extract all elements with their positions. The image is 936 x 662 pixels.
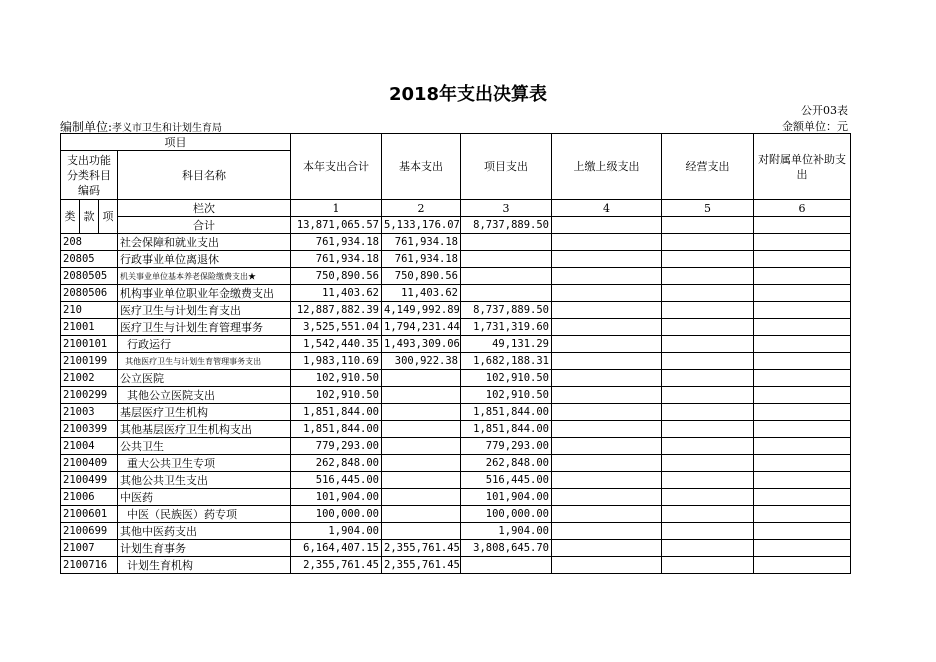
row-subsidy [754, 506, 851, 523]
row-total: 100,000.00 [291, 506, 382, 523]
row-upper [552, 251, 662, 268]
table-row [61, 438, 851, 455]
row-upper [552, 455, 662, 472]
sum-subsidy [754, 217, 851, 234]
row-total: 1,851,844.00 [291, 421, 382, 438]
header-project-exp: 项目支出 [461, 134, 552, 200]
row-upper [552, 489, 662, 506]
row-upper [552, 387, 662, 404]
row-total: 262,848.00 [291, 455, 382, 472]
row-subsidy [754, 540, 851, 557]
row-business [662, 523, 754, 540]
row-name: 中医（民族医）药专项 [118, 506, 291, 523]
row-project [461, 268, 552, 285]
row-code: 210 [61, 302, 118, 319]
table-row [61, 489, 851, 506]
row-upper [552, 540, 662, 557]
row-code: 2100716 [61, 557, 118, 574]
row-total: 761,934.18 [291, 251, 382, 268]
row-project [461, 234, 552, 251]
row-subsidy [754, 319, 851, 336]
table-row [61, 319, 851, 336]
sum-upper [552, 217, 662, 234]
row-total: 516,445.00 [291, 472, 382, 489]
table-row [61, 455, 851, 472]
table-row [61, 336, 851, 353]
row-subsidy [754, 421, 851, 438]
header-row-4 [61, 200, 851, 217]
row-code: 21003 [61, 404, 118, 421]
row-subsidy [754, 455, 851, 472]
row-name: 其他医疗卫生与计划生育管理事务支出 [118, 353, 291, 370]
row-project: 8,737,889.50 [461, 302, 552, 319]
row-business [662, 404, 754, 421]
row-upper [552, 404, 662, 421]
row-code: 2100101 [61, 336, 118, 353]
row-business [662, 472, 754, 489]
row-subsidy [754, 523, 851, 540]
row-code: 2100601 [61, 506, 118, 523]
row-business [662, 557, 754, 574]
table-row [61, 421, 851, 438]
row-subsidy [754, 234, 851, 251]
row-subsidy [754, 302, 851, 319]
table-row [61, 234, 851, 251]
header-kuan: 款 [80, 200, 99, 234]
row-basic [382, 455, 461, 472]
row-name: 医疗卫生与计划生育管理事务 [118, 319, 291, 336]
row-code: 2100699 [61, 523, 118, 540]
row-total: 1,983,110.69 [291, 353, 382, 370]
row-upper [552, 302, 662, 319]
table-row [61, 404, 851, 421]
row-upper [552, 319, 662, 336]
row-project [461, 251, 552, 268]
amount-unit: 金额单位：元 [782, 120, 848, 133]
row-basic [382, 387, 461, 404]
row-code: 2100199 [61, 353, 118, 370]
row-name: 中医药 [118, 489, 291, 506]
row-subsidy [754, 285, 851, 302]
table-row [61, 251, 851, 268]
row-total: 3,525,551.04 [291, 319, 382, 336]
page-title: 2018年支出决算表 [388, 84, 548, 105]
row-basic [382, 489, 461, 506]
row-code: 21004 [61, 438, 118, 455]
row-basic [382, 472, 461, 489]
sum-row [61, 217, 851, 234]
row-total: 102,910.50 [291, 387, 382, 404]
row-name: 其他基层医疗卫生机构支出 [118, 421, 291, 438]
row-subsidy [754, 370, 851, 387]
row-name: 公共卫生 [118, 438, 291, 455]
header-business: 经营支出 [662, 134, 754, 200]
row-upper [552, 472, 662, 489]
row-upper [552, 438, 662, 455]
row-total: 101,904.00 [291, 489, 382, 506]
row-project: 779,293.00 [461, 438, 552, 455]
sum-total: 13,871,065.57 [291, 217, 382, 234]
compiling-unit-org: 孝义市卫生和计划生育局 [112, 123, 223, 134]
table-row [61, 302, 851, 319]
col-no-5: 5 [662, 200, 754, 217]
row-total: 2,355,761.45 [291, 557, 382, 574]
row-project [461, 285, 552, 302]
sum-label: 合计 [118, 217, 291, 234]
row-code: 20805 [61, 251, 118, 268]
row-basic: 2,355,761.45 [382, 557, 461, 574]
row-code: 2100409 [61, 455, 118, 472]
row-code: 21001 [61, 319, 118, 336]
row-business [662, 319, 754, 336]
row-business [662, 302, 754, 319]
row-subsidy [754, 268, 851, 285]
header-func-code: 支出功能分类科目编码 [61, 151, 118, 200]
row-name: 其他公共卫生支出 [118, 472, 291, 489]
row-name: 机关事业单位基本养老保险缴费支出★ [118, 268, 291, 285]
header-basic: 基本支出 [382, 134, 461, 200]
row-basic: 761,934.18 [382, 234, 461, 251]
row-name: 重大公共卫生专项 [118, 455, 291, 472]
row-business [662, 455, 754, 472]
table-row [61, 285, 851, 302]
header-project: 项目 [61, 134, 291, 151]
row-project: 262,848.00 [461, 455, 552, 472]
row-upper [552, 421, 662, 438]
row-upper [552, 506, 662, 523]
col-no-2: 2 [382, 200, 461, 217]
row-name: 社会保障和就业支出 [118, 234, 291, 251]
table-row [61, 540, 851, 557]
sum-basic: 5,133,176.07 [382, 217, 461, 234]
row-upper [552, 557, 662, 574]
row-basic: 300,922.38 [382, 353, 461, 370]
row-project: 100,000.00 [461, 506, 552, 523]
row-name: 行政事业单位离退休 [118, 251, 291, 268]
row-basic: 761,934.18 [382, 251, 461, 268]
col-no-3: 3 [461, 200, 552, 217]
row-project: 102,910.50 [461, 370, 552, 387]
row-basic: 11,403.62 [382, 285, 461, 302]
row-project: 516,445.00 [461, 472, 552, 489]
row-upper [552, 268, 662, 285]
row-subsidy [754, 387, 851, 404]
compiling-unit-label: 编制单位: [60, 120, 113, 134]
row-total: 1,904.00 [291, 523, 382, 540]
row-basic [382, 438, 461, 455]
row-basic [382, 506, 461, 523]
row-business [662, 370, 754, 387]
header-total: 本年支出合计 [291, 134, 382, 200]
row-business [662, 353, 754, 370]
row-name: 其他公立医院支出 [118, 387, 291, 404]
table-row [61, 387, 851, 404]
row-name: 其他中医药支出 [118, 523, 291, 540]
row-basic [382, 404, 461, 421]
row-name: 行政运行 [118, 336, 291, 353]
row-basic: 750,890.56 [382, 268, 461, 285]
row-project: 101,904.00 [461, 489, 552, 506]
row-project: 3,808,645.70 [461, 540, 552, 557]
row-basic [382, 370, 461, 387]
header-column-no: 栏次 [118, 200, 291, 217]
row-subsidy [754, 353, 851, 370]
row-basic [382, 523, 461, 540]
row-business [662, 387, 754, 404]
row-basic: 2,355,761.45 [382, 540, 461, 557]
sum-business [662, 217, 754, 234]
row-name: 医疗卫生与计划生育支出 [118, 302, 291, 319]
sum-project: 8,737,889.50 [461, 217, 552, 234]
row-name: 机构事业单位职业年金缴费支出 [118, 285, 291, 302]
col-no-1: 1 [291, 200, 382, 217]
row-code: 2100399 [61, 421, 118, 438]
row-project: 1,904.00 [461, 523, 552, 540]
expenditure-table [60, 133, 851, 574]
row-business [662, 234, 754, 251]
form-number: 公开03表 [801, 104, 848, 117]
row-total: 1,542,440.35 [291, 336, 382, 353]
row-business [662, 336, 754, 353]
table-row [61, 370, 851, 387]
header-xiang: 项 [99, 200, 118, 234]
row-project: 1,851,844.00 [461, 404, 552, 421]
row-upper [552, 234, 662, 251]
row-total: 1,851,844.00 [291, 404, 382, 421]
row-business [662, 285, 754, 302]
row-upper [552, 353, 662, 370]
row-business [662, 489, 754, 506]
row-name: 计划生育事务 [118, 540, 291, 557]
row-code: 2100499 [61, 472, 118, 489]
row-code: 21007 [61, 540, 118, 557]
row-basic: 1,493,309.06 [382, 336, 461, 353]
header-subsidy: 对附属单位补助支出 [754, 134, 851, 200]
header-subject-name: 科目名称 [118, 151, 291, 200]
row-upper [552, 370, 662, 387]
header-row-1 [61, 134, 851, 151]
row-subsidy [754, 557, 851, 574]
row-project: 1,851,844.00 [461, 421, 552, 438]
row-code: 208 [61, 234, 118, 251]
row-code: 21002 [61, 370, 118, 387]
header-lei: 类 [61, 200, 80, 234]
table-row [61, 353, 851, 370]
row-total: 750,890.56 [291, 268, 382, 285]
row-total: 761,934.18 [291, 234, 382, 251]
row-upper [552, 523, 662, 540]
row-total: 6,164,407.15 [291, 540, 382, 557]
row-business [662, 421, 754, 438]
row-upper [552, 285, 662, 302]
row-basic: 4,149,992.89 [382, 302, 461, 319]
row-subsidy [754, 489, 851, 506]
row-subsidy [754, 472, 851, 489]
row-business [662, 251, 754, 268]
row-subsidy [754, 336, 851, 353]
row-upper [552, 336, 662, 353]
col-no-4: 4 [552, 200, 662, 217]
row-project [461, 557, 552, 574]
row-code: 2100299 [61, 387, 118, 404]
table-row [61, 472, 851, 489]
row-subsidy [754, 404, 851, 421]
row-project: 1,682,188.31 [461, 353, 552, 370]
row-business [662, 540, 754, 557]
row-project: 1,731,319.60 [461, 319, 552, 336]
row-business [662, 268, 754, 285]
row-total: 779,293.00 [291, 438, 382, 455]
row-total: 12,887,882.39 [291, 302, 382, 319]
row-code: 2080506 [61, 285, 118, 302]
col-no-6: 6 [754, 200, 851, 217]
row-project: 49,131.29 [461, 336, 552, 353]
row-business [662, 506, 754, 523]
table-row [61, 268, 851, 285]
row-project: 102,910.50 [461, 387, 552, 404]
row-subsidy [754, 438, 851, 455]
table-row [61, 557, 851, 574]
row-name: 计划生育机构 [118, 557, 291, 574]
row-total: 102,910.50 [291, 370, 382, 387]
row-business [662, 438, 754, 455]
row-basic: 1,794,231.44 [382, 319, 461, 336]
row-subsidy [754, 251, 851, 268]
row-name: 公立医院 [118, 370, 291, 387]
table-row [61, 506, 851, 523]
row-total: 11,403.62 [291, 285, 382, 302]
row-basic [382, 421, 461, 438]
row-code: 2080505 [61, 268, 118, 285]
row-name: 基层医疗卫生机构 [118, 404, 291, 421]
table-row [61, 523, 851, 540]
header-upper: 上缴上级支出 [552, 134, 662, 200]
row-code: 21006 [61, 489, 118, 506]
